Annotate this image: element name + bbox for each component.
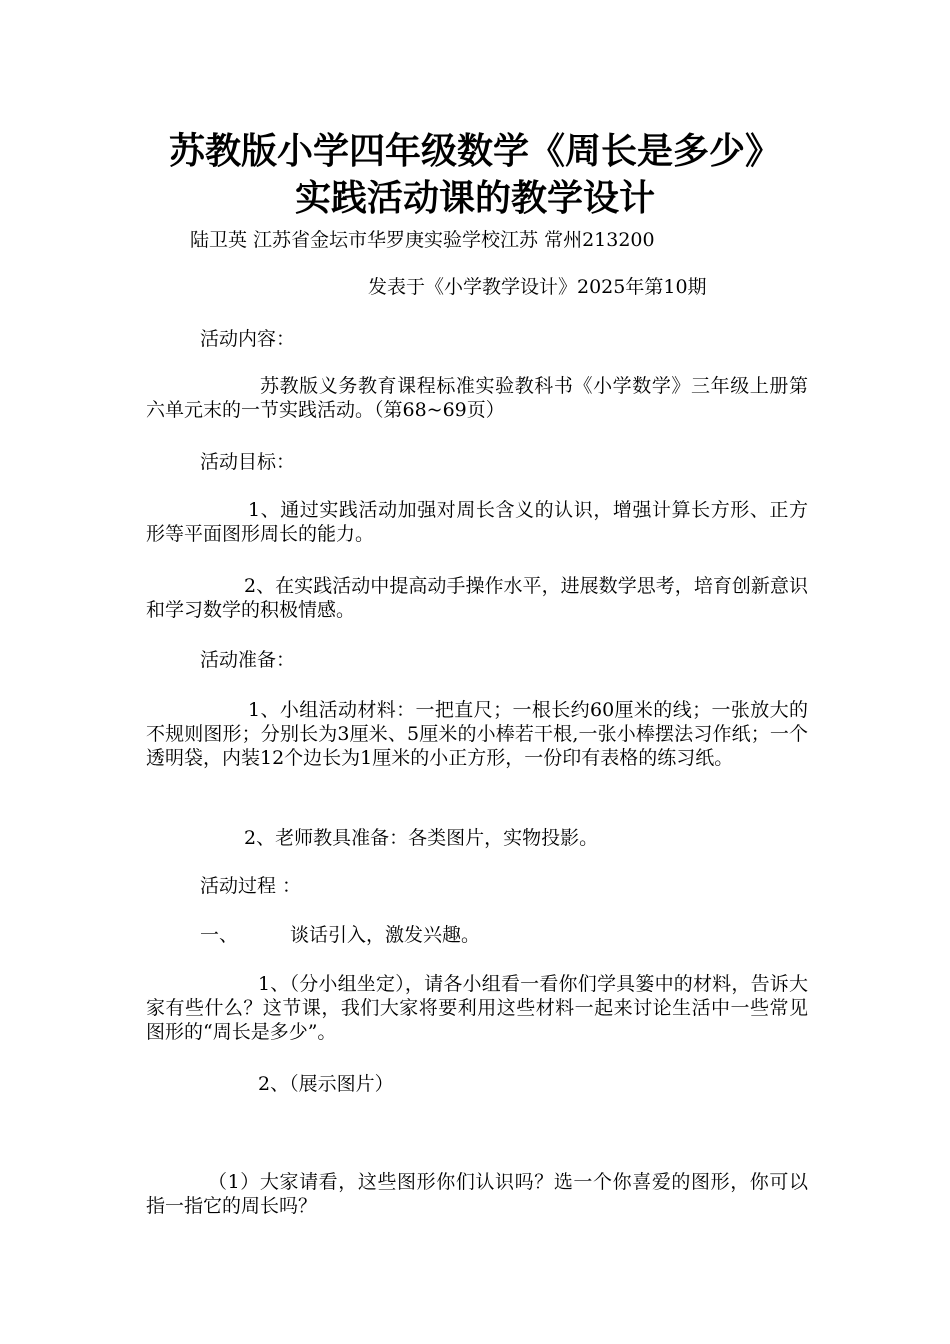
goals-heading: 活动目标： — [200, 451, 296, 473]
document-title-line-2: 实践活动课的教学设计 — [294, 178, 655, 219]
author-line: 陆卫英 江苏省金坛市华罗庚实验学校江苏 常州213200 — [190, 229, 655, 251]
step-1-item-2-1: （1）大家请看，这些图形你们认识吗？选一个你喜爱的图形，你可以指一指它的周长吗？ — [146, 1171, 808, 1217]
step-1-number: 一、 — [200, 924, 239, 946]
content-paragraph: 苏教版义务教育课程标准实验教科书《小学数学》三年级上册第六单元末的一节实践活动。（第68~69页） — [146, 375, 808, 421]
step-1-item-1: 1、（分小组坐定），请各小组看一看你们学具篓中的材料，告诉大家有些什么？这节课，我们大家将要利用这些材料一起来讨论生活中一些常见图形的“周长是多少”。 — [146, 973, 808, 1043]
goal-item-1: 1、通过实践活动加强对周长含义的认识，增强计算长方形、正方形等平面图形周长的能力。 — [146, 499, 808, 545]
prep-item-2: 2、老师教具准备：各类图片，实物投影。 — [244, 827, 599, 849]
prep-item-1: 1、小组活动材料：一把直尺；一根长约60厘米的线；一张放大的不规则图形；分别长为3厘米、5厘米的小棒若干根,一张小棒摆法习作纸；一个透明袋，内装12个边长为1厘米的小正方形，一份印有表格的练习纸。 — [146, 699, 808, 769]
process-heading: 活动过程 ： — [200, 875, 302, 897]
goal-item-2: 2、在实践活动中提高动手操作水平，进展数学思考，培育创新意识和学习数学的积极情感。 — [146, 575, 808, 621]
content-heading: 活动内容： — [200, 328, 296, 350]
document-title-line-1: 苏教版小学四年级数学《周长是多少》 — [168, 131, 781, 172]
prep-heading: 活动准备： — [200, 649, 296, 671]
step-1-text: 谈话引入，激发兴趣。 — [290, 924, 481, 946]
published-line: 发表于《小学教学设计》2025年第10期 — [368, 276, 707, 298]
step-1-item-2: 2、（展示图片） — [258, 1073, 394, 1095]
